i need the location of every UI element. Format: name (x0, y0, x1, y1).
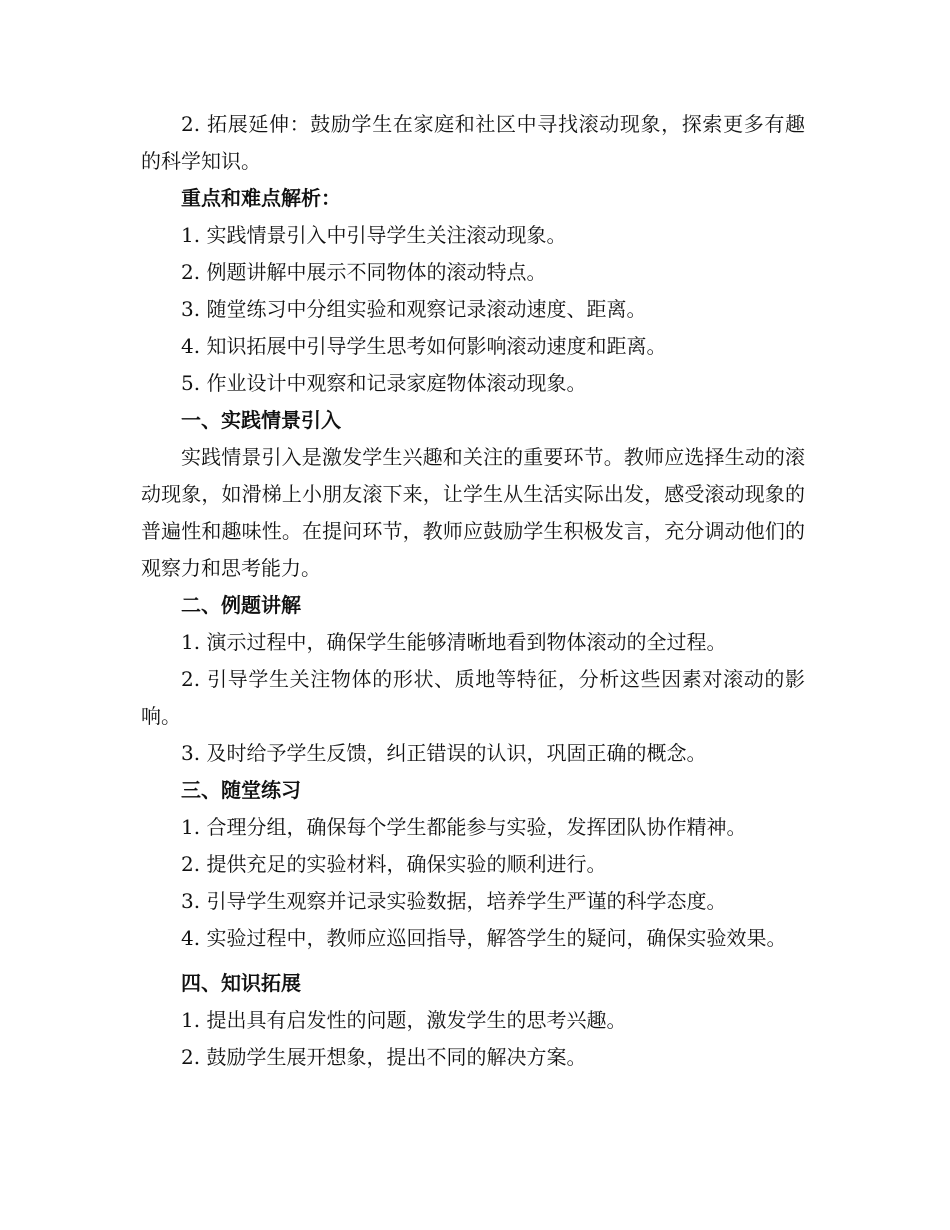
heading-key-points: 重点和难点解析： (181, 186, 341, 210)
list-item: 5. 作业设计中观察和记录家庭物体滚动现象。 (181, 371, 587, 395)
heading-section-2: 二、例题讲解 (181, 593, 301, 617)
heading-section-1: 一、实践情景引入 (181, 408, 341, 432)
list-item: 2. 提供充足的实验材料，确保实验的顺利进行。 (181, 852, 607, 876)
spacer (141, 957, 805, 965)
list-item: 1. 演示过程中，确保学生能够清晰地看到物体滚动的全过程。 (181, 630, 727, 654)
list-item: 1. 实践情景引入中引导学生关注滚动现象。 (181, 223, 567, 247)
heading-section-3: 三、随堂练习 (181, 778, 301, 802)
heading-section-4: 四、知识拓展 (181, 971, 301, 995)
list-item: 2. 鼓励学生展开想象，提出不同的解决方案。 (181, 1045, 587, 1069)
document-body (141, 106, 805, 1076)
list-item: 4. 实验过程中，教师应巡回指导，解答学生的疑问，确保实验效果。 (181, 926, 787, 950)
paragraph-section-1: 实践情景引入是激发学生兴趣和关注的重要环节。教师应选择生动的滚动现象，如滑梯上小朋友滚下来，让学生从生活实际出发，感受滚动现象的普遍性和趣味性。在提问环节，教师应鼓励学生积极发言，充分调动他们的观察力和思考能力。 (141, 445, 805, 580)
list-item: 4. 知识拓展中引导学生思考如何影响滚动速度和距离。 (181, 334, 667, 358)
list-item: 3. 及时给予学生反馈，纠正错误的认识，巩固正确的概念。 (181, 741, 707, 765)
list-item: 3. 引导学生观察并记录实验数据，培养学生严谨的科学态度。 (181, 889, 727, 913)
list-item: 2. 引导学生关注物体的形状、质地等特征，分析这些因素对滚动的影响。 (141, 667, 805, 728)
paragraph-extension: 2. 拓展延伸：鼓励学生在家庭和社区中寻找滚动现象，探索更多有趣的科学知识。 (141, 112, 805, 173)
list-item: 2. 例题讲解中展示不同物体的滚动特点。 (181, 260, 547, 284)
list-item: 1. 提出具有启发性的问题，激发学生的思考兴趣。 (181, 1008, 627, 1032)
list-item: 3. 随堂练习中分组实验和观察记录滚动速度、距离。 (181, 297, 647, 321)
list-item: 1. 合理分组，确保每个学生都能参与实验，发挥团队协作精神。 (181, 815, 747, 839)
